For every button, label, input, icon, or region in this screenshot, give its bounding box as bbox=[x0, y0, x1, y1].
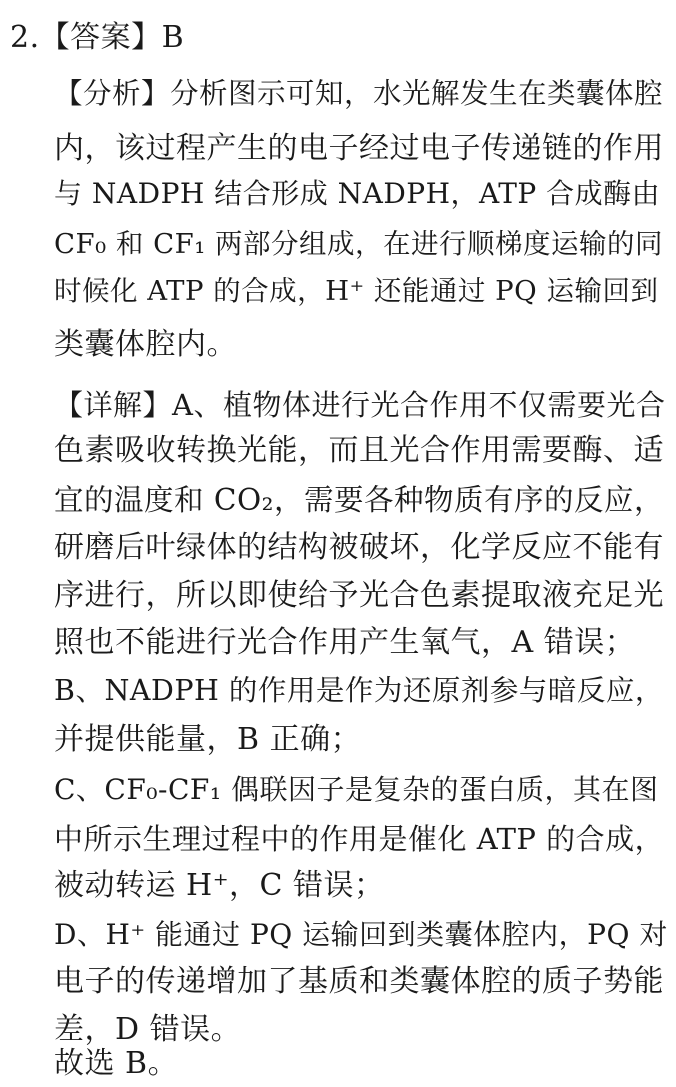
analysis-text: 分析图示可知，水光解发生在类囊体腔 bbox=[170, 77, 664, 110]
analysis-tag: 【分析】 bbox=[54, 77, 171, 110]
detail-line: C、CF₀-CF₁ 偶联因子是复杂的蛋白质，其在图 bbox=[54, 773, 659, 806]
detail-tag: 【详解】 bbox=[54, 388, 173, 422]
analysis-line: CF₀ 和 CF₁ 两部分组成，在进行顺梯度运输的同 bbox=[54, 228, 664, 260]
analysis-line: 时候化 ATP 的合成，H⁺ 还能通过 PQ 运输回到 bbox=[54, 275, 659, 307]
detail-line bbox=[54, 385, 668, 425]
detail-line: 照也不能进行光合作用产生氧气，A 错误； bbox=[54, 625, 636, 660]
detail-line: D、H⁺ 能通过 PQ 运输回到类囊体腔内，PQ 对 bbox=[54, 918, 668, 951]
detail-line: 研磨后叶绿体的结构被破坏，化学反应不能有 bbox=[54, 530, 664, 565]
detail-line: 并提供能量，B 正确； bbox=[54, 722, 362, 757]
detail-line: 中所示生理过程中的作用是催化 ATP 的合成， bbox=[54, 822, 665, 856]
analysis-line: 类囊体腔内。 bbox=[54, 327, 237, 362]
conclusion-line: 故选 B。 bbox=[54, 1046, 179, 1081]
detail-line: 色素吸收转换光能，而且光合作用需要酶、适 bbox=[54, 433, 664, 468]
detail-line: 序进行，所以即使给予光合色素提取液充足光 bbox=[54, 578, 664, 613]
analysis-line: 与 NADPH 结合形成 NADPH，ATP 合成酶由 bbox=[54, 177, 661, 210]
detail-line: B、NADPH 的作用是作为还原剂参与暗反应， bbox=[54, 674, 664, 707]
analysis-line bbox=[54, 74, 668, 114]
answer-line bbox=[10, 18, 668, 58]
detail-line: 被动转运 H⁺，C 错误； bbox=[54, 868, 385, 903]
analysis-line: 内，该过程产生的电子经过电子传递链的作用 bbox=[54, 131, 664, 166]
detail-line: 差，D 错误。 bbox=[54, 1012, 242, 1047]
detail-line: 宜的温度和 CO₂，需要各种物质有序的反应， bbox=[54, 483, 664, 517]
answer-value: B bbox=[161, 20, 185, 55]
question-number: 2. bbox=[10, 20, 40, 55]
detail-line: 电子的传递增加了基质和类囊体腔的质子势能 bbox=[54, 964, 664, 999]
detail-text: A、植物体进行光合作用不仅需要光合 bbox=[172, 388, 666, 422]
answer-tag: 【答案】 bbox=[39, 20, 162, 55]
